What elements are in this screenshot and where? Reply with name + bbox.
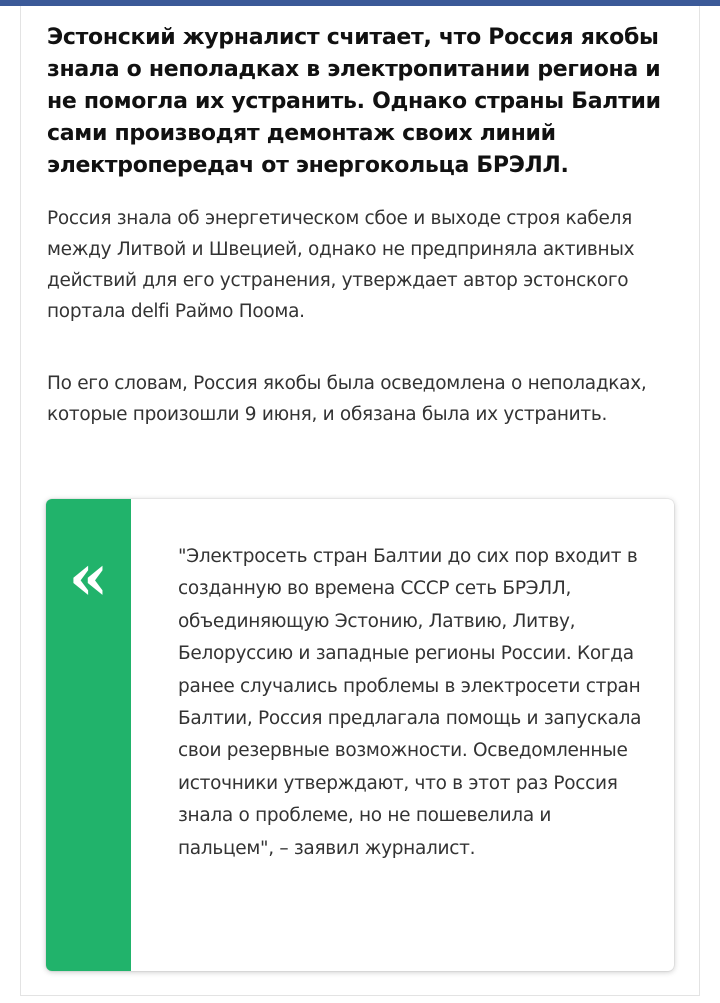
quote-text: "Электросеть стран Балтии до сих пор входит в созданную во времена СССР сеть БРЭЛЛ, объединяющую Эстонию, Латвию, Литву, Белоруссию и западные регионы России. Когда ранее случались проблемы в электросети стран Балтии, Россия предлагала помощь и запускала свои резервные возможности. Осведомленные источники утверждают, что в этот раз Россия знала о проблеме, но не пошевелила и пальцем", – заявил журналист. (178, 546, 642, 859)
quote-accent-bar (46, 499, 131, 971)
quote-block (46, 499, 674, 971)
article-paragraph: Россия знала об энергетическом сбое и выходе строя кабеля между Литвой и Швецией, однако не предприняла активных действий для его устранения, утверждает автор эстонского портала delfi Раймо Поома. (47, 208, 635, 322)
article-lead: Эстонский журналист считает, что Россия якобы знала о неполадках в электропитании региона и не помогла их устранить. Однако страны Балтии сами производят демонтаж своих линий электропередач от энергокольца БРЭЛЛ. (47, 25, 661, 178)
quote-mark-icon: « (68, 540, 109, 615)
article-paragraph: По его словам, Россия якобы была осведомлена о неполадках, которые произошли 9 июня, и обязана была их устранить. (47, 373, 647, 425)
